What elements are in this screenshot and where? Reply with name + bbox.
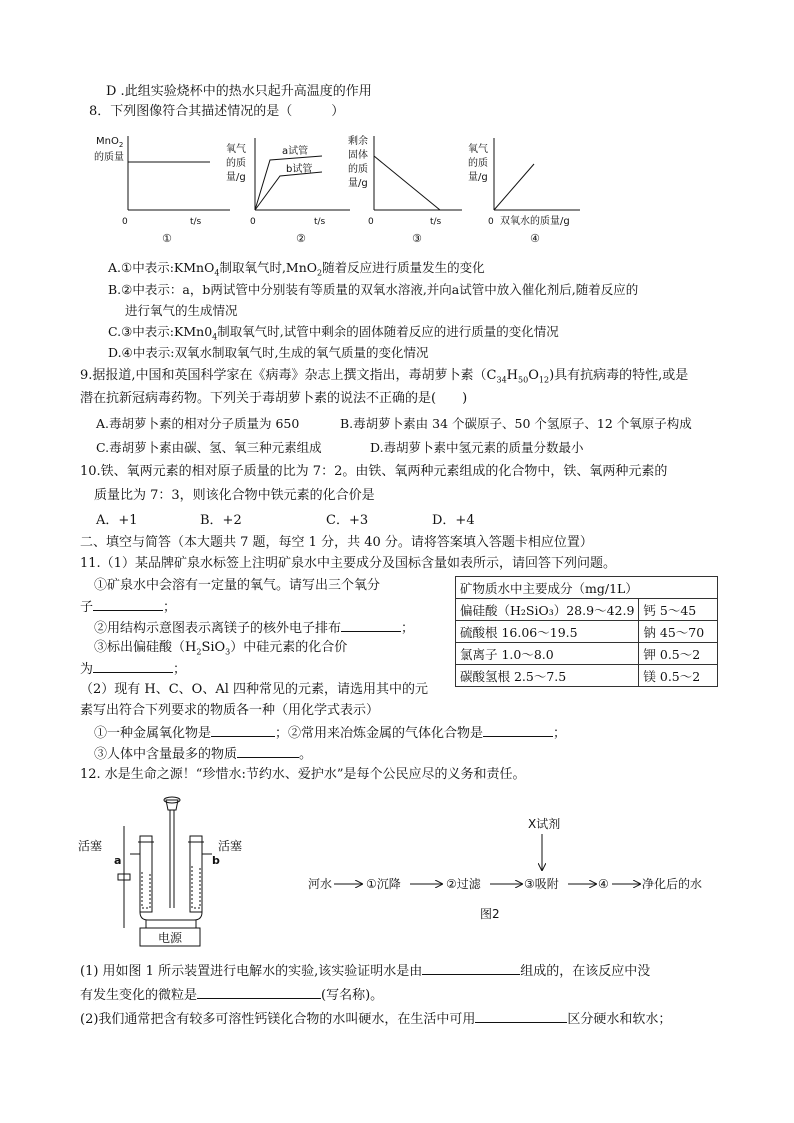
section-2-heading: 二、填空与简答（本大题共 7 题，每空 1 分，共 40 分。请将答案填入答题卡相应位置） — [80, 535, 593, 550]
graph3-ylabel-3: 的质 — [348, 164, 368, 175]
q9-line2: 潜在抗新冠病毒药物。下列关于毒胡萝卜素的说法不正确的是( ) — [80, 391, 468, 406]
graph4-xlabel: 双氧水的质量/g — [500, 216, 570, 227]
q9-option-c: C.毒胡萝卜素由碳、氢、氧三种元素组成 — [96, 440, 322, 455]
q8-graphs — [90, 128, 610, 248]
curve-a-label: a试管 — [282, 146, 309, 157]
reagent-x-label: X试剂 — [528, 817, 561, 831]
q10-option-a: A．+1 — [96, 513, 138, 528]
graph3-xlabel: t/s — [430, 217, 442, 227]
graph2-origin: 0 — [250, 217, 256, 227]
graph2-ylabel-2: 的质 — [226, 158, 246, 169]
q8-option-d: D.④中表示:双氧水制取氧气时,生成的氧气质量的变化情况 — [108, 345, 429, 360]
mineral-table-header: 矿物质水中主要成分（mg/1L） — [456, 577, 718, 599]
graph3-ylabel-4: 量/g — [348, 178, 368, 189]
power-source-label: 电源 — [158, 931, 183, 945]
q11-stem: 11.（1）某品牌矿泉水标签上注明矿泉水中主要成分及国标含量如表所示，请回答下列问题。 — [80, 556, 616, 571]
q9-option-d: D.毒胡萝卜素中氢元素的质量分数最小 — [370, 440, 584, 455]
q11-s1: ①一种金属氧化物是 ；②常用来冶炼金属的气体化合物是 ； — [94, 722, 566, 744]
flow-step-4: ④ — [598, 877, 609, 891]
graph3-ylabel-1: 剩余 — [348, 136, 368, 147]
flow-step-0: 河水 — [308, 877, 333, 891]
graph2-number: ② — [296, 232, 306, 245]
q10-line1: 10.铁、氧两元素的相对原子质量的比为 7：2。由铁、氧两种元素组成的化合物中，铁、氧两种元素的 — [80, 464, 668, 479]
graph4-line — [494, 164, 534, 210]
graph2-xlabel: t/s — [314, 217, 326, 227]
answer-blank[interactable] — [237, 743, 299, 758]
graph3-number: ③ — [412, 232, 422, 245]
figure-1-electrolysis — [78, 796, 258, 950]
q11-part2-line1: （2）现有 H、C、O、Al 四种常见的元素，请选用其中的元 — [80, 682, 429, 697]
graph4-ylabel-2: 的质 — [468, 158, 488, 169]
graph4-ylabel-1: 氧气 — [468, 144, 488, 155]
graph1-origin: 0 — [122, 217, 128, 227]
q10-option-d: D．+4 — [432, 513, 475, 528]
graph1-xlabel: t/s — [190, 217, 202, 227]
q11-p3: ③标出偏硅酸$(H_2SiO_3)$中硅元素的化合价 — [94, 640, 348, 657]
q9-option-b: B.毒胡萝卜素由 34 个碳原子、50 个氢原子、12 个氧原子构成 — [340, 416, 692, 431]
q8-option-b-line2: 进行氧气的生成情况 — [125, 303, 238, 318]
graph-1 — [94, 136, 230, 245]
q9-option-a: A.毒胡萝卜素的相对分子质量为 650 — [96, 416, 300, 431]
q12-p1-line2: 有发生变化的微粒是 (写名称)。 — [80, 984, 383, 1006]
answer-blank[interactable] — [475, 1008, 567, 1023]
mineral-table — [455, 576, 718, 687]
q12-p1-line1: (1) 用如图 1 所示装置进行电解水的实验,该实验证明水是由 组成的，在该反应中没 — [80, 960, 650, 982]
graph1-ylabel2: 的质量 — [94, 152, 124, 163]
graph3-ylabel-2: 固体 — [348, 150, 368, 161]
q12-p2: (2)我们通常把含有较多可溶性钙镁化合物的水叫硬水，在生活中可用 区分硬水和软水； — [80, 1008, 671, 1030]
graph4-number: ④ — [530, 232, 540, 245]
q12-stem: 12. 水是生命之源！“珍惜水:节约水、爱护水”是每个公民应尽的义务和责任。 — [80, 767, 526, 782]
graph3-origin: 0 — [368, 217, 374, 227]
q7-option-d: D .此组实验烧杯中的热水只起升高温度的作用 — [106, 84, 372, 99]
figure-2-caption: 图2 — [480, 907, 500, 921]
q8-option-a: A.①中表示:KMnO$_4$制取氧气时,MnO$_2$随着反应进行质量发生的变化 — [108, 260, 485, 278]
q8-option-b-line1: B.②中表示：a，b两试管中分别装有等质量的双氧水溶液,并向a试管中放入催化剂后,随着反应的 — [108, 282, 639, 297]
graph1-number: ① — [162, 232, 172, 245]
graph2-ylabel-1: 氧气 — [226, 144, 246, 155]
answer-blank[interactable] — [93, 596, 163, 611]
q10-line2: 质量比为 7：3，则该化合物中铁元素的化合价是 — [94, 488, 375, 503]
curve-b-label: b试管 — [286, 164, 313, 175]
table-row: 硫酸根 16.06～19.5 钠 45～70 — [456, 621, 718, 643]
table-row: 碳酸氢根 2.5～7.5 镁 0.5～2 — [456, 665, 718, 687]
q8-stem: 8．下列图像符合其描述情况的是（ ） — [89, 104, 345, 119]
q11-p1-answer: 子 ； — [80, 596, 176, 618]
graph-2 — [226, 138, 350, 245]
q8-option-c: C.③中表示$:KMn0_4$制取氧气时,试管中剩余的固体随着反应的进行质量的变化情况 — [108, 324, 559, 342]
table-row: 偏硅酸（H₂SiO₃）28.9～42.9 钙 5～45 — [456, 599, 718, 621]
graph1-ylabel: MnO$_2$ — [96, 136, 124, 149]
flow-step-5: 净化后的水 — [642, 877, 703, 891]
graph-3 — [348, 134, 462, 245]
q11-p1: ①矿泉水中会溶有一定量的氧气。请写出三个氧分 — [94, 578, 381, 593]
tube-a-label: a — [114, 854, 122, 867]
graph-4 — [468, 138, 580, 245]
q10-option-b: B．+2 — [200, 513, 242, 528]
answer-blank[interactable] — [211, 722, 275, 737]
tube-b-label: b — [212, 854, 220, 867]
q11-part2-line2: 素写出符合下列要求的物质各一种（用化学式表示） — [80, 703, 380, 718]
stopper-left-label: 活塞 — [78, 839, 103, 853]
graph3-line — [374, 156, 440, 210]
stopper-right-label: 活塞 — [218, 839, 243, 853]
flow-step-3: ③吸附 — [524, 877, 559, 891]
answer-blank[interactable] — [93, 658, 173, 673]
answer-blank[interactable] — [483, 722, 553, 737]
answer-blank[interactable] — [197, 984, 321, 999]
figure-2-purification — [300, 812, 720, 924]
flow-step-1: ①沉降 — [366, 877, 401, 891]
q10-option-c: C．+3 — [326, 513, 369, 528]
q11-s3: ③人体中含量最多的物质 。 — [94, 743, 312, 765]
q11-p3-answer: 为 ； — [80, 658, 186, 680]
table-row: 氯离子 1.0～8.0 钾 0.5～2 — [456, 643, 718, 665]
answer-blank[interactable] — [341, 617, 401, 632]
flow-step-2: ②过滤 — [446, 877, 481, 891]
q9-line1: 9.据报道,中国和英国科学家在《病毒》杂志上撰文指出，毒胡萝卜素$(C_{34}H_{50}O_{12})$具有抗病毒的特性,或是 — [80, 368, 689, 385]
mineral-table-wrapper — [455, 576, 718, 687]
answer-blank[interactable] — [422, 960, 520, 975]
q11-p2: ②用结构示意图表示离镁子的核外电子排布 ； — [94, 617, 414, 639]
graph4-ylabel-3: 量/g — [468, 172, 488, 183]
graph2-ylabel-3: 量/g — [226, 172, 246, 183]
graph4-origin: 0 — [488, 217, 494, 227]
